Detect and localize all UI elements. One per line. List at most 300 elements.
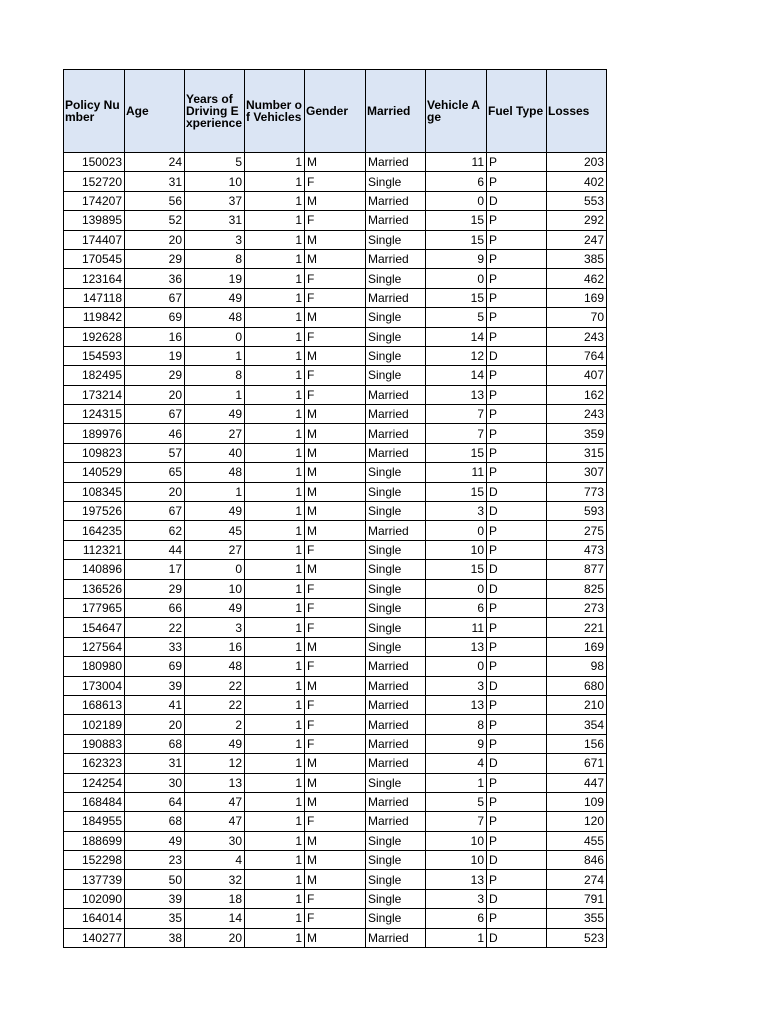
cell-policy-number[interactable]: 173214 [64, 385, 125, 404]
cell-vehicle-age[interactable]: 13 [426, 695, 487, 714]
cell-married[interactable]: Single [366, 851, 426, 870]
cell-number-of-vehicles[interactable]: 1 [245, 754, 305, 773]
cell-driving-experience[interactable]: 37 [185, 191, 245, 210]
cell-driving-experience[interactable]: 27 [185, 424, 245, 443]
cell-age[interactable]: 68 [125, 734, 185, 753]
cell-driving-experience[interactable]: 8 [185, 366, 245, 385]
cell-age[interactable]: 69 [125, 308, 185, 327]
cell-gender[interactable]: F [305, 812, 366, 831]
cell-losses[interactable]: 671 [547, 754, 607, 773]
cell-age[interactable]: 35 [125, 909, 185, 928]
cell-married[interactable]: Married [366, 405, 426, 424]
cell-policy-number[interactable]: 152298 [64, 851, 125, 870]
cell-driving-experience[interactable]: 49 [185, 502, 245, 521]
cell-number-of-vehicles[interactable]: 1 [245, 870, 305, 889]
cell-fuel-type[interactable]: P [487, 424, 547, 443]
cell-losses[interactable]: 680 [547, 676, 607, 695]
cell-married[interactable]: Single [366, 870, 426, 889]
cell-married[interactable]: Married [366, 657, 426, 676]
cell-losses[interactable]: 553 [547, 191, 607, 210]
cell-driving-experience[interactable]: 45 [185, 521, 245, 540]
cell-driving-experience[interactable]: 27 [185, 540, 245, 559]
cell-married[interactable]: Married [366, 734, 426, 753]
cell-age[interactable]: 44 [125, 540, 185, 559]
cell-married[interactable]: Single [366, 463, 426, 482]
cell-fuel-type[interactable]: P [487, 249, 547, 268]
cell-losses[interactable]: 292 [547, 211, 607, 230]
cell-vehicle-age[interactable]: 15 [426, 443, 487, 462]
cell-gender[interactable]: M [305, 424, 366, 443]
cell-losses[interactable]: 825 [547, 579, 607, 598]
header-fuel-type[interactable]: Fuel Type [487, 70, 547, 153]
cell-driving-experience[interactable]: 48 [185, 463, 245, 482]
cell-married[interactable]: Single [366, 346, 426, 365]
header-number-of-vehicles[interactable]: Number of Vehicles [245, 70, 305, 153]
cell-married[interactable]: Married [366, 443, 426, 462]
cell-policy-number[interactable]: 180980 [64, 657, 125, 676]
cell-fuel-type[interactable]: P [487, 443, 547, 462]
cell-losses[interactable]: 247 [547, 230, 607, 249]
cell-fuel-type[interactable]: P [487, 385, 547, 404]
cell-losses[interactable]: 273 [547, 598, 607, 617]
cell-vehicle-age[interactable]: 11 [426, 463, 487, 482]
cell-driving-experience[interactable]: 2 [185, 715, 245, 734]
cell-number-of-vehicles[interactable]: 1 [245, 191, 305, 210]
cell-vehicle-age[interactable]: 3 [426, 889, 487, 908]
cell-gender[interactable]: F [305, 211, 366, 230]
cell-losses[interactable]: 156 [547, 734, 607, 753]
cell-driving-experience[interactable]: 22 [185, 695, 245, 714]
cell-age[interactable]: 38 [125, 928, 185, 947]
cell-number-of-vehicles[interactable]: 1 [245, 618, 305, 637]
cell-married[interactable]: Single [366, 502, 426, 521]
cell-age[interactable]: 56 [125, 191, 185, 210]
cell-driving-experience[interactable]: 32 [185, 870, 245, 889]
cell-fuel-type[interactable]: P [487, 792, 547, 811]
cell-married[interactable]: Single [366, 366, 426, 385]
cell-losses[interactable]: 523 [547, 928, 607, 947]
cell-number-of-vehicles[interactable]: 1 [245, 153, 305, 172]
cell-fuel-type[interactable]: P [487, 211, 547, 230]
cell-age[interactable]: 29 [125, 366, 185, 385]
cell-gender[interactable]: M [305, 773, 366, 792]
cell-vehicle-age[interactable]: 14 [426, 366, 487, 385]
cell-married[interactable]: Married [366, 754, 426, 773]
cell-number-of-vehicles[interactable]: 1 [245, 695, 305, 714]
cell-losses[interactable]: 359 [547, 424, 607, 443]
cell-losses[interactable]: 307 [547, 463, 607, 482]
cell-fuel-type[interactable]: P [487, 230, 547, 249]
cell-losses[interactable]: 402 [547, 172, 607, 191]
cell-number-of-vehicles[interactable]: 1 [245, 773, 305, 792]
cell-married[interactable]: Single [366, 172, 426, 191]
cell-vehicle-age[interactable]: 7 [426, 424, 487, 443]
cell-gender[interactable]: M [305, 153, 366, 172]
cell-fuel-type[interactable]: P [487, 870, 547, 889]
cell-age[interactable]: 67 [125, 405, 185, 424]
cell-gender[interactable]: F [305, 657, 366, 676]
cell-vehicle-age[interactable]: 3 [426, 676, 487, 695]
cell-losses[interactable]: 109 [547, 792, 607, 811]
cell-number-of-vehicles[interactable]: 1 [245, 598, 305, 617]
cell-losses[interactable]: 70 [547, 308, 607, 327]
cell-policy-number[interactable]: 140277 [64, 928, 125, 947]
cell-driving-experience[interactable]: 0 [185, 560, 245, 579]
cell-gender[interactable]: M [305, 249, 366, 268]
cell-losses[interactable]: 315 [547, 443, 607, 462]
cell-age[interactable]: 31 [125, 754, 185, 773]
cell-losses[interactable]: 354 [547, 715, 607, 734]
cell-vehicle-age[interactable]: 8 [426, 715, 487, 734]
cell-policy-number[interactable]: 108345 [64, 482, 125, 501]
cell-losses[interactable]: 120 [547, 812, 607, 831]
cell-married[interactable]: Single [366, 579, 426, 598]
cell-driving-experience[interactable]: 10 [185, 172, 245, 191]
cell-fuel-type[interactable]: P [487, 637, 547, 656]
cell-age[interactable]: 19 [125, 346, 185, 365]
cell-number-of-vehicles[interactable]: 1 [245, 502, 305, 521]
cell-married[interactable]: Married [366, 715, 426, 734]
cell-gender[interactable]: M [305, 405, 366, 424]
cell-driving-experience[interactable]: 47 [185, 792, 245, 811]
cell-gender[interactable]: F [305, 618, 366, 637]
cell-age[interactable]: 67 [125, 288, 185, 307]
cell-policy-number[interactable]: 140896 [64, 560, 125, 579]
cell-losses[interactable]: 355 [547, 909, 607, 928]
cell-policy-number[interactable]: 154593 [64, 346, 125, 365]
cell-gender[interactable]: M [305, 346, 366, 365]
cell-fuel-type[interactable]: P [487, 695, 547, 714]
cell-driving-experience[interactable]: 3 [185, 618, 245, 637]
cell-fuel-type[interactable]: P [487, 598, 547, 617]
cell-married[interactable]: Single [366, 773, 426, 792]
cell-married[interactable]: Married [366, 792, 426, 811]
cell-driving-experience[interactable]: 5 [185, 153, 245, 172]
cell-fuel-type[interactable]: D [487, 191, 547, 210]
cell-gender[interactable]: F [305, 734, 366, 753]
cell-married[interactable]: Single [366, 909, 426, 928]
cell-losses[interactable]: 764 [547, 346, 607, 365]
cell-fuel-type[interactable]: D [487, 928, 547, 947]
cell-fuel-type[interactable]: P [487, 172, 547, 191]
cell-number-of-vehicles[interactable]: 1 [245, 269, 305, 288]
cell-policy-number[interactable]: 184955 [64, 812, 125, 831]
cell-number-of-vehicles[interactable]: 1 [245, 657, 305, 676]
cell-vehicle-age[interactable]: 7 [426, 812, 487, 831]
cell-policy-number[interactable]: 147118 [64, 288, 125, 307]
cell-number-of-vehicles[interactable]: 1 [245, 540, 305, 559]
cell-age[interactable]: 16 [125, 327, 185, 346]
cell-married[interactable]: Married [366, 695, 426, 714]
cell-number-of-vehicles[interactable]: 1 [245, 327, 305, 346]
cell-gender[interactable]: M [305, 928, 366, 947]
cell-policy-number[interactable]: 177965 [64, 598, 125, 617]
cell-gender[interactable]: M [305, 443, 366, 462]
cell-number-of-vehicles[interactable]: 1 [245, 424, 305, 443]
cell-policy-number[interactable]: 174207 [64, 191, 125, 210]
cell-age[interactable]: 66 [125, 598, 185, 617]
cell-vehicle-age[interactable]: 14 [426, 327, 487, 346]
cell-gender[interactable]: M [305, 502, 366, 521]
header-policy-number[interactable]: Policy Number [64, 70, 125, 153]
cell-vehicle-age[interactable]: 15 [426, 230, 487, 249]
cell-vehicle-age[interactable]: 7 [426, 405, 487, 424]
cell-losses[interactable]: 462 [547, 269, 607, 288]
cell-gender[interactable]: F [305, 889, 366, 908]
cell-policy-number[interactable]: 168484 [64, 792, 125, 811]
cell-vehicle-age[interactable]: 0 [426, 579, 487, 598]
cell-gender[interactable]: M [305, 482, 366, 501]
cell-vehicle-age[interactable]: 5 [426, 308, 487, 327]
cell-policy-number[interactable]: 164235 [64, 521, 125, 540]
cell-losses[interactable]: 274 [547, 870, 607, 889]
cell-married[interactable]: Married [366, 249, 426, 268]
cell-driving-experience[interactable]: 1 [185, 346, 245, 365]
cell-vehicle-age[interactable]: 15 [426, 211, 487, 230]
cell-driving-experience[interactable]: 48 [185, 657, 245, 676]
cell-vehicle-age[interactable]: 6 [426, 598, 487, 617]
cell-losses[interactable]: 385 [547, 249, 607, 268]
cell-losses[interactable]: 407 [547, 366, 607, 385]
cell-number-of-vehicles[interactable]: 1 [245, 637, 305, 656]
cell-gender[interactable]: M [305, 676, 366, 695]
cell-age[interactable]: 62 [125, 521, 185, 540]
cell-gender[interactable]: F [305, 172, 366, 191]
cell-fuel-type[interactable]: P [487, 153, 547, 172]
cell-policy-number[interactable]: 190883 [64, 734, 125, 753]
cell-policy-number[interactable]: 197526 [64, 502, 125, 521]
cell-fuel-type[interactable]: P [487, 812, 547, 831]
cell-age[interactable]: 69 [125, 657, 185, 676]
cell-vehicle-age[interactable]: 0 [426, 521, 487, 540]
cell-number-of-vehicles[interactable]: 1 [245, 463, 305, 482]
cell-married[interactable]: Single [366, 598, 426, 617]
cell-fuel-type[interactable]: P [487, 540, 547, 559]
cell-gender[interactable]: F [305, 288, 366, 307]
cell-losses[interactable]: 243 [547, 405, 607, 424]
cell-driving-experience[interactable]: 12 [185, 754, 245, 773]
cell-number-of-vehicles[interactable]: 1 [245, 249, 305, 268]
header-vehicle-age[interactable]: Vehicle Age [426, 70, 487, 153]
cell-married[interactable]: Single [366, 637, 426, 656]
cell-fuel-type[interactable]: P [487, 831, 547, 850]
cell-married[interactable]: Married [366, 676, 426, 695]
cell-age[interactable]: 46 [125, 424, 185, 443]
header-losses[interactable]: Losses [547, 70, 607, 153]
cell-policy-number[interactable]: 109823 [64, 443, 125, 462]
cell-number-of-vehicles[interactable]: 1 [245, 211, 305, 230]
cell-gender[interactable]: F [305, 715, 366, 734]
cell-vehicle-age[interactable]: 0 [426, 191, 487, 210]
cell-vehicle-age[interactable]: 6 [426, 909, 487, 928]
cell-losses[interactable]: 169 [547, 288, 607, 307]
header-gender[interactable]: Gender [305, 70, 366, 153]
cell-policy-number[interactable]: 174407 [64, 230, 125, 249]
cell-losses[interactable]: 203 [547, 153, 607, 172]
cell-gender[interactable]: F [305, 598, 366, 617]
cell-policy-number[interactable]: 136526 [64, 579, 125, 598]
cell-driving-experience[interactable]: 49 [185, 598, 245, 617]
cell-losses[interactable]: 593 [547, 502, 607, 521]
cell-age[interactable]: 67 [125, 502, 185, 521]
cell-number-of-vehicles[interactable]: 1 [245, 288, 305, 307]
cell-policy-number[interactable]: 164014 [64, 909, 125, 928]
cell-number-of-vehicles[interactable]: 1 [245, 366, 305, 385]
cell-gender[interactable]: F [305, 579, 366, 598]
cell-gender[interactable]: M [305, 191, 366, 210]
cell-age[interactable]: 65 [125, 463, 185, 482]
cell-losses[interactable]: 210 [547, 695, 607, 714]
cell-number-of-vehicles[interactable]: 1 [245, 405, 305, 424]
cell-gender[interactable]: F [305, 540, 366, 559]
cell-driving-experience[interactable]: 49 [185, 288, 245, 307]
cell-fuel-type[interactable]: P [487, 773, 547, 792]
cell-losses[interactable]: 773 [547, 482, 607, 501]
cell-policy-number[interactable]: 124254 [64, 773, 125, 792]
cell-gender[interactable]: M [305, 851, 366, 870]
cell-number-of-vehicles[interactable]: 1 [245, 443, 305, 462]
cell-policy-number[interactable]: 124315 [64, 405, 125, 424]
cell-policy-number[interactable]: 123164 [64, 269, 125, 288]
cell-losses[interactable]: 162 [547, 385, 607, 404]
cell-fuel-type[interactable]: P [487, 366, 547, 385]
cell-fuel-type[interactable]: D [487, 502, 547, 521]
cell-vehicle-age[interactable]: 5 [426, 792, 487, 811]
cell-vehicle-age[interactable]: 1 [426, 928, 487, 947]
cell-gender[interactable]: M [305, 521, 366, 540]
cell-married[interactable]: Single [366, 831, 426, 850]
cell-number-of-vehicles[interactable]: 1 [245, 308, 305, 327]
cell-losses[interactable]: 447 [547, 773, 607, 792]
cell-driving-experience[interactable]: 13 [185, 773, 245, 792]
cell-gender[interactable]: F [305, 909, 366, 928]
cell-policy-number[interactable]: 137739 [64, 870, 125, 889]
cell-fuel-type[interactable]: D [487, 346, 547, 365]
cell-fuel-type[interactable]: P [487, 521, 547, 540]
header-married[interactable]: Married [366, 70, 426, 153]
cell-age[interactable]: 29 [125, 249, 185, 268]
cell-vehicle-age[interactable]: 12 [426, 346, 487, 365]
cell-fuel-type[interactable]: P [487, 405, 547, 424]
cell-married[interactable]: Married [366, 928, 426, 947]
cell-driving-experience[interactable]: 14 [185, 909, 245, 928]
cell-number-of-vehicles[interactable]: 1 [245, 851, 305, 870]
cell-married[interactable]: Married [366, 191, 426, 210]
cell-driving-experience[interactable]: 22 [185, 676, 245, 695]
cell-losses[interactable]: 243 [547, 327, 607, 346]
cell-policy-number[interactable]: 119842 [64, 308, 125, 327]
cell-fuel-type[interactable]: D [487, 889, 547, 908]
cell-age[interactable]: 49 [125, 831, 185, 850]
cell-gender[interactable]: F [305, 327, 366, 346]
cell-vehicle-age[interactable]: 10 [426, 851, 487, 870]
cell-policy-number[interactable]: 112321 [64, 540, 125, 559]
cell-driving-experience[interactable]: 18 [185, 889, 245, 908]
cell-losses[interactable]: 275 [547, 521, 607, 540]
cell-age[interactable]: 23 [125, 851, 185, 870]
cell-age[interactable]: 29 [125, 579, 185, 598]
cell-age[interactable]: 20 [125, 385, 185, 404]
cell-policy-number[interactable]: 127564 [64, 637, 125, 656]
cell-fuel-type[interactable]: P [487, 288, 547, 307]
cell-married[interactable]: Single [366, 889, 426, 908]
cell-number-of-vehicles[interactable]: 1 [245, 889, 305, 908]
cell-vehicle-age[interactable]: 11 [426, 618, 487, 637]
cell-married[interactable]: Married [366, 211, 426, 230]
cell-policy-number[interactable]: 102189 [64, 715, 125, 734]
cell-driving-experience[interactable]: 1 [185, 385, 245, 404]
cell-losses[interactable]: 846 [547, 851, 607, 870]
header-age[interactable]: Age [125, 70, 185, 153]
cell-fuel-type[interactable]: D [487, 579, 547, 598]
cell-driving-experience[interactable]: 49 [185, 405, 245, 424]
cell-driving-experience[interactable]: 1 [185, 482, 245, 501]
cell-married[interactable]: Married [366, 424, 426, 443]
cell-gender[interactable]: M [305, 230, 366, 249]
cell-driving-experience[interactable]: 4 [185, 851, 245, 870]
cell-gender[interactable]: M [305, 637, 366, 656]
cell-losses[interactable]: 473 [547, 540, 607, 559]
cell-age[interactable]: 33 [125, 637, 185, 656]
cell-policy-number[interactable]: 140529 [64, 463, 125, 482]
cell-vehicle-age[interactable]: 11 [426, 153, 487, 172]
cell-vehicle-age[interactable]: 10 [426, 831, 487, 850]
cell-fuel-type[interactable]: P [487, 734, 547, 753]
cell-age[interactable]: 64 [125, 792, 185, 811]
cell-gender[interactable]: M [305, 792, 366, 811]
cell-age[interactable]: 22 [125, 618, 185, 637]
cell-married[interactable]: Married [366, 812, 426, 831]
cell-policy-number[interactable]: 154647 [64, 618, 125, 637]
cell-fuel-type[interactable]: D [487, 676, 547, 695]
cell-policy-number[interactable]: 102090 [64, 889, 125, 908]
cell-vehicle-age[interactable]: 13 [426, 637, 487, 656]
cell-number-of-vehicles[interactable]: 1 [245, 792, 305, 811]
cell-driving-experience[interactable]: 3 [185, 230, 245, 249]
cell-policy-number[interactable]: 192628 [64, 327, 125, 346]
cell-gender[interactable]: F [305, 269, 366, 288]
cell-number-of-vehicles[interactable]: 1 [245, 909, 305, 928]
cell-driving-experience[interactable]: 40 [185, 443, 245, 462]
cell-vehicle-age[interactable]: 6 [426, 172, 487, 191]
cell-fuel-type[interactable]: P [487, 657, 547, 676]
cell-fuel-type[interactable]: P [487, 463, 547, 482]
cell-married[interactable]: Single [366, 308, 426, 327]
cell-age[interactable]: 36 [125, 269, 185, 288]
cell-vehicle-age[interactable]: 0 [426, 269, 487, 288]
cell-fuel-type[interactable]: P [487, 715, 547, 734]
cell-policy-number[interactable]: 162323 [64, 754, 125, 773]
cell-fuel-type[interactable]: P [487, 909, 547, 928]
cell-losses[interactable]: 877 [547, 560, 607, 579]
cell-vehicle-age[interactable]: 15 [426, 560, 487, 579]
cell-gender[interactable]: M [305, 463, 366, 482]
cell-losses[interactable]: 221 [547, 618, 607, 637]
cell-number-of-vehicles[interactable]: 1 [245, 521, 305, 540]
cell-married[interactable]: Married [366, 288, 426, 307]
cell-number-of-vehicles[interactable]: 1 [245, 230, 305, 249]
header-years-of-driving-experience[interactable]: Years of Driving Experience [185, 70, 245, 153]
cell-age[interactable]: 39 [125, 889, 185, 908]
cell-number-of-vehicles[interactable]: 1 [245, 928, 305, 947]
cell-number-of-vehicles[interactable]: 1 [245, 560, 305, 579]
cell-fuel-type[interactable]: D [487, 754, 547, 773]
cell-fuel-type[interactable]: D [487, 482, 547, 501]
cell-vehicle-age[interactable]: 0 [426, 657, 487, 676]
cell-age[interactable]: 20 [125, 715, 185, 734]
cell-driving-experience[interactable]: 20 [185, 928, 245, 947]
cell-driving-experience[interactable]: 30 [185, 831, 245, 850]
